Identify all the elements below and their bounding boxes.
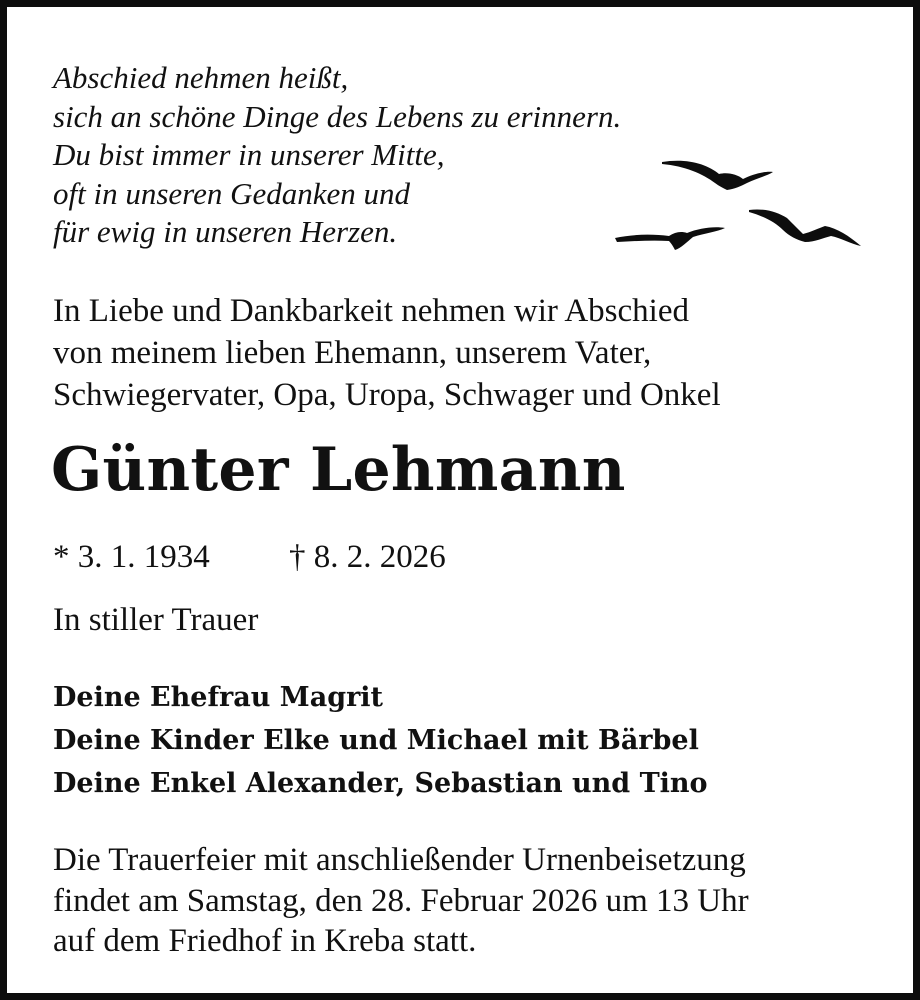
funeral-line: findet am Samstag, den 28. Februar 2026 um 13 Uhr [53,882,749,919]
intro-line: Schwiegervater, Opa, Uropa, Schwager und Onkel [53,377,721,413]
death-date: † 8. 2. 2026 [289,539,446,575]
intro-line: von meinem lieben Ehemann, unserem Vater, [53,335,652,371]
mourning-line: In stiller Trauer [53,602,259,638]
funeral-details [53,840,749,962]
funeral-line: auf dem Friedhof in Kreba statt. [53,923,477,959]
funeral-line: Die Trauerfeier mit anschließender Urnenbeisetzung [53,842,746,878]
family-line: Deine Enkel Alexander, Sebastian und Tino [53,768,708,799]
poem-line: sich an schöne Dinge des Lebens zu erinnern. [53,98,622,134]
poem-line: oft in unseren Gedanken und [53,175,410,211]
flying-birds-icon [607,152,867,257]
deceased-name: Günter Lehmann [51,435,626,505]
birth-date: * 3. 1. 1934 [53,539,210,575]
family-list [53,676,708,805]
intro-text [53,290,721,416]
poem-line: Du bist immer in unserer Mitte, [53,137,445,172]
life-dates [53,537,446,577]
poem-line: Abschied nehmen heißt, [53,60,349,95]
family-line: Deine Ehefrau Magrit [53,682,384,713]
family-line: Deine Kinder Elke und Michael mit Bärbel [53,725,699,756]
intro-line: In Liebe und Dankbarkeit nehmen wir Abschied [53,293,689,329]
poem-line: für ewig in unseren Herzen. [53,214,398,249]
poem [53,59,621,252]
